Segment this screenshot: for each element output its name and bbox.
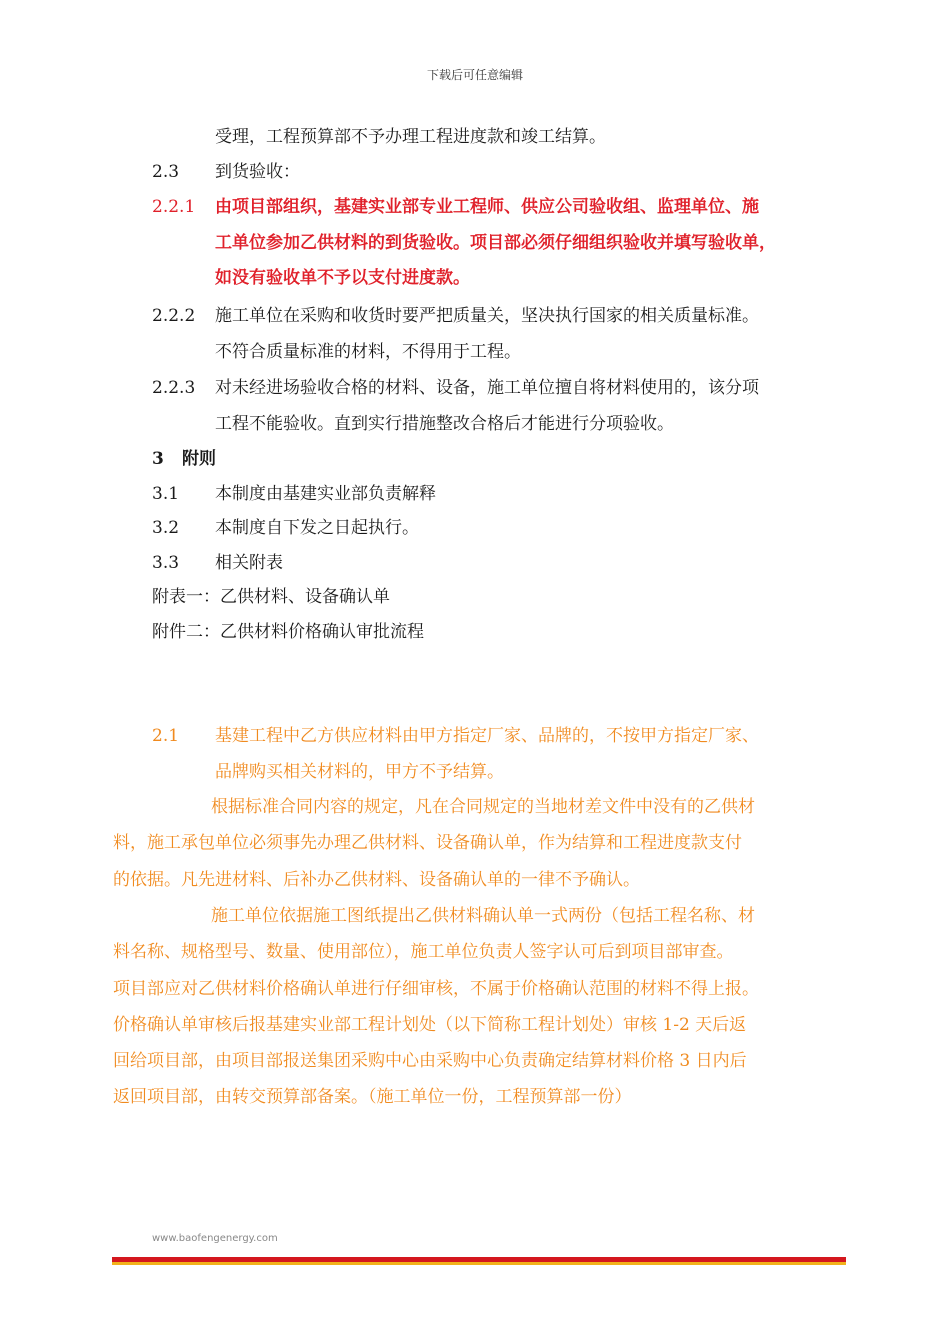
text-line: 如没有验收单不予以支付进度款。: [215, 268, 470, 288]
section-number: 3.1: [152, 484, 180, 504]
text-line: 对未经进场验收合格的材料、设备，施工单位擅自将材料使用的，该分项: [215, 378, 759, 398]
text-line: 料名称、规格型号、数量、使用部位），施工单位负责人签字认可后到项目部审查。: [113, 942, 734, 962]
footer-bar: [112, 1257, 846, 1265]
text-line: 价格确认单审核后报基建实业部工程计划处（以下简称工程计划处）审核 1-2 天后返: [113, 1015, 747, 1035]
text-line: 相关附表: [215, 553, 283, 573]
text-line: 料，施工承包单位必须事先办理乙供材料、设备确认单，作为结算和工程进度款支付: [113, 833, 742, 853]
attachment-line: 附表一：乙供材料、设备确认单: [152, 587, 390, 607]
text-line: 基建工程中乙方供应材料由甲方指定厂家、品牌的，不按甲方指定厂家、: [215, 726, 759, 746]
text-line: 工程不能验收。直到实行措施整改合格后才能进行分项验收。: [215, 414, 674, 434]
text-line: 返回项目部，由转交预算部备案。（施工单位一份，工程预算部一份）: [113, 1087, 632, 1107]
text-line: 工单位参加乙供材料的到货验收。项目部必须仔细组织验收并填写验收单，: [215, 233, 776, 253]
section-title: 到货验收：: [215, 162, 300, 182]
section-number: 2.2.2: [152, 306, 196, 326]
attachment-line: 附件二：乙供材料价格确认审批流程: [152, 622, 424, 642]
footer-url: www.baofengenergy.com: [152, 1233, 278, 1244]
text-line: 由项目部组织，基建实业部专业工程师、供应公司验收组、监理单位、施: [215, 197, 759, 217]
section-number: 3: [152, 449, 164, 469]
text-line: 回给项目部，由项目部报送集团采购中心由采购中心负责确定结算材料价格 3 日内后: [113, 1051, 747, 1071]
text-line: 项目部应对乙供材料价格确认单进行仔细审核，不属于价格确认范围的材料不得上报。: [113, 979, 759, 999]
section-number: 3.2: [152, 518, 180, 538]
section-number: 2.2.3: [152, 378, 196, 398]
text-line: 施工单位依据施工图纸提出乙供材料确认单一式两份（包括工程名称、材: [211, 906, 755, 926]
section-title: 附则: [182, 449, 216, 469]
text-line: 受理，工程预算部不予办理工程进度款和竣工结算。: [215, 127, 606, 147]
header-note: 下载后可任意编辑: [426, 68, 523, 82]
section-number: 2.2.1: [152, 197, 196, 217]
text-line: 的依据。凡先进材料、后补办乙供材料、设备确认单的一律不予确认。: [113, 870, 640, 890]
footer-bar-yellow: [112, 1262, 846, 1265]
section-number: 3.3: [152, 553, 180, 573]
text-line: 不符合质量标准的材料，不得用于工程。: [215, 342, 521, 362]
section-number: 2.1: [152, 726, 180, 746]
section-number: 2.3: [152, 162, 180, 182]
text-line: 施工单位在采购和收货时要严把质量关，坚决执行国家的相关质量标准。: [215, 306, 759, 326]
text-line: 品牌购买相关材料的，甲方不予结算。: [215, 762, 504, 782]
text-line: 本制度由基建实业部负责解释: [215, 484, 436, 504]
text-line: 本制度自下发之日起执行。: [215, 518, 419, 538]
text-line: 根据标准合同内容的规定，凡在合同规定的当地材差文件中没有的乙供材: [211, 797, 755, 817]
